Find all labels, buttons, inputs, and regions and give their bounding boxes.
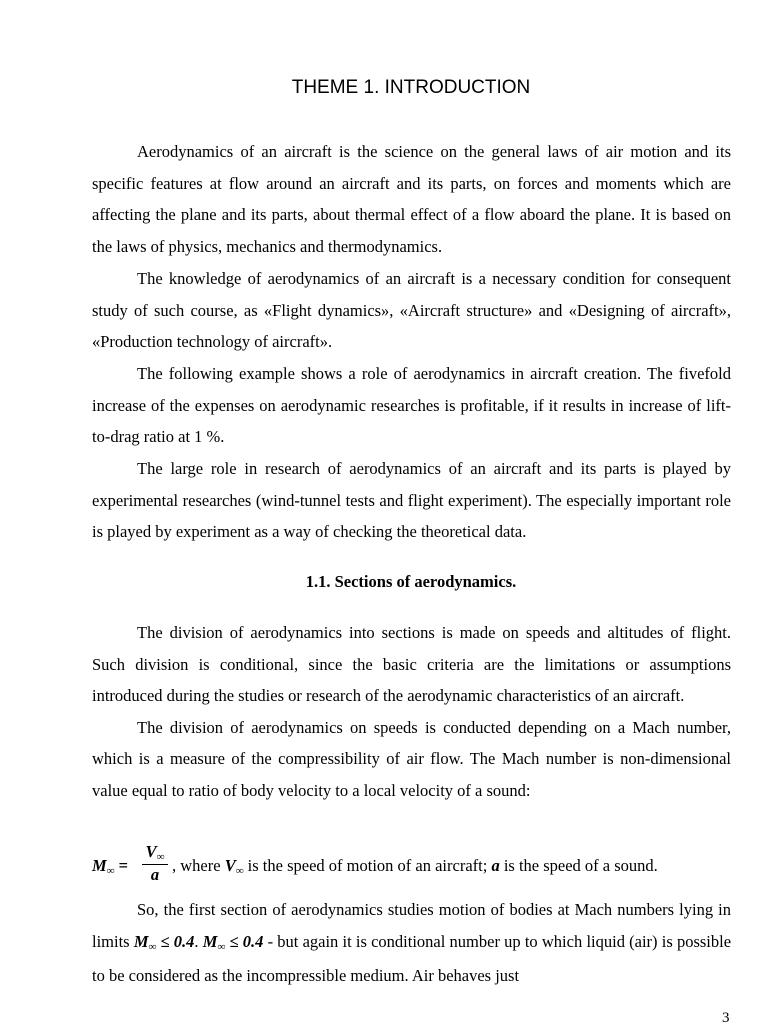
formula-fraction <box>142 843 168 884</box>
final-paragraph <box>92 894 731 992</box>
fraction-numerator: V∞ <box>145 842 165 863</box>
intro-body <box>92 136 731 548</box>
section-heading: 1.1. Sections of aerodynamics. <box>305 572 517 591</box>
mach-formula <box>92 843 731 891</box>
paragraph: Aerodynamics of an aircraft is the science on the general laws of air motion and its specific features at flow around an aircraft and its parts, on forces and moments which are affecting the plane and its parts, about thermal effect of a flow aboard the plane. It is based on the laws of physics, mechanics and thermodynamics. <box>92 142 731 257</box>
formula-explanation: , where V∞ is the speed of motion of an aircraft; a is the speed of a sound. <box>172 856 658 877</box>
paragraph: The knowledge of aerodynamics of an aircraft is a necessary condition for consequent study of such course, as «Flight dynamics», «Aircraft structure» and «Designing of aircraft», «Production technology of aircraft». <box>92 268 731 352</box>
paragraph: So, the first section of aerodynamics studies motion of bodies at Mach numbers lying in limits M∞ ≤ 0.4. M∞ ≤ 0.4 - but again it is conditional number up to which liquid (air) is possible to be considered as the incompressible medium. Air behaves just <box>92 900 732 985</box>
formula-lhs: M∞ = <box>92 856 129 877</box>
paragraph: The large role in research of aerodynamics of an aircraft and its parts is played by experimental researches (wind-tunnel tests and flight experiment). The especially important role is played by experiment as a way of checking the theoretical data. <box>92 459 731 542</box>
section-body <box>92 617 731 806</box>
paragraph: The division of aerodynamics into sections is made on speeds and altitudes of flight. Such division is conditional, since the basic criteria are the limitations or assumptions introduced during the studies or research of the aerodynamic characteristics of an aircraft. <box>92 623 731 705</box>
paragraph: The division of aerodynamics on speeds is conducted depending on a Mach number, which is a measure of the compressibility of air flow. The Mach number is non-dimensional value equal to ratio of body velocity to a local velocity of a sound: <box>92 717 731 800</box>
fraction-denominator: a <box>150 865 160 884</box>
paragraph: The following example shows a role of aerodynamics in aircraft creation. The fivefold increase of the expenses on aerodynamic researches is profitable, if it results in increase of lift-to-drag ratio at 1 %. <box>92 363 731 447</box>
page-number: 3 <box>722 1010 730 1026</box>
page-title: THEME 1. INTRODUCTION <box>291 77 531 98</box>
